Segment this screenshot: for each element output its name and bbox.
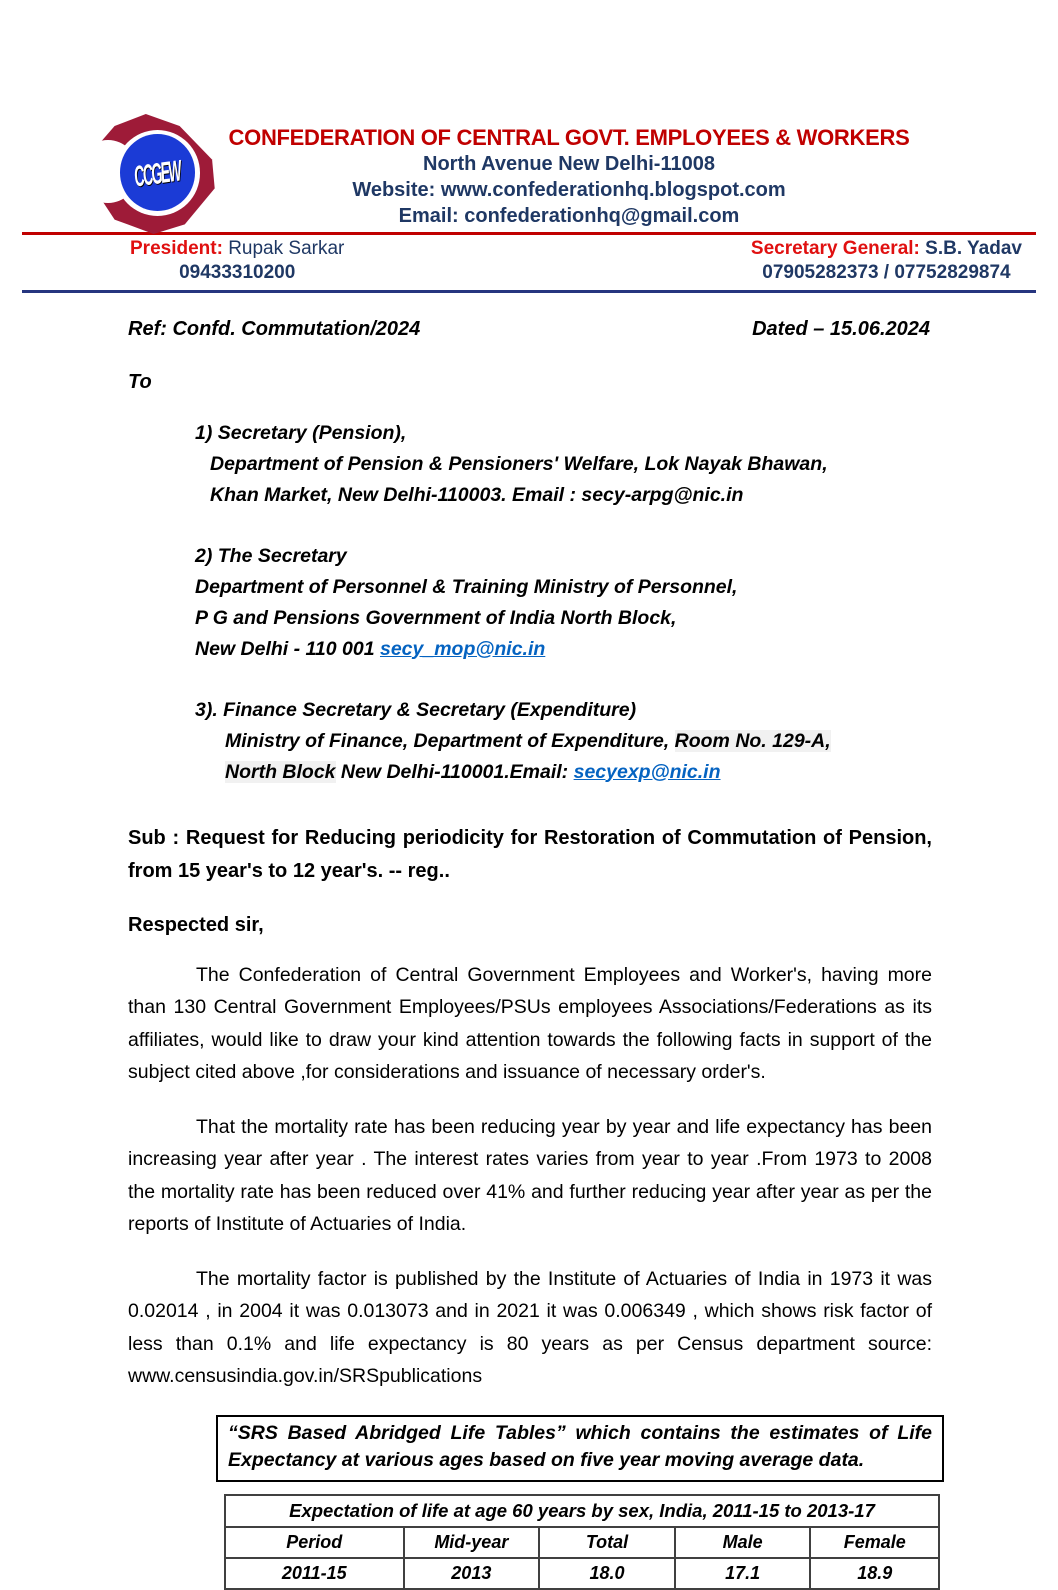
reference-number: Ref: Confd. Commutation/2024	[128, 317, 421, 340]
recipient-1	[195, 418, 938, 511]
column-header-period: Period	[225, 1527, 404, 1558]
president-label: President:	[130, 238, 223, 259]
recipient-3-title: 3). Finance Secretary & Secretary (Expenditure)	[195, 698, 637, 721]
secretary-general-line	[751, 237, 1022, 261]
recipient-3-city: New Delhi-110001.Email:	[335, 760, 574, 783]
table-title: Expectation of life at age 60 years by sex, India, 2011-15 to 2013-17	[225, 1495, 939, 1527]
secretary-general-name: S.B. Yadav	[919, 238, 1022, 259]
greeting: Respected sir,	[128, 913, 264, 936]
body-paragraph-2: That the mortality rate has been reducing year by year and life expectancy has been increasing year after year . The interest rates varies from year to year .From 1973 to 2008 the mortality rate has been reduced over 41% and further reducing year after year as per the reports of Institute of Actuaries of India.	[128, 1115, 932, 1235]
recipient-1-address-line: Department of Pension & Pensioners' Welfare, Lok Nayak Bhawan,	[210, 452, 828, 475]
recipient-2-address-line	[195, 634, 938, 665]
recipient-1-title: 1) Secretary (Pension),	[195, 421, 407, 444]
body-paragraph-1: The Confederation of Central Government Employees and Worker's, having more than 130 Central Government Employees/PSUs employees Associations/Federations as its affiliates, would like to draw your kind attention towards the following facts in support of the subject cited above ,for considerations and issuance of necessary order's.	[128, 963, 932, 1083]
recipient-3-block: North Block	[225, 760, 336, 783]
navy-divider-line	[22, 290, 1036, 293]
letter-date: Dated – 15.06.2024	[752, 317, 930, 340]
cell-male: 17.1	[675, 1558, 811, 1589]
recipient-2-address-line: P G and Pensions Government of India North Block,	[195, 606, 677, 629]
president-line	[130, 237, 344, 261]
logo-blue-disc	[120, 134, 195, 211]
body-paragraph-3: The mortality factor is published by the Institute of Actuaries of India in 1973 it was 0.02014 , in 2004 it was 0.013073 and in 2021 it was 0.006349 , which shows risk factor of less than 0.1% and life expectancy is 80 years as per Census department source: www.censusindia.gov.in/SRSpublications	[128, 1267, 932, 1387]
secretary-general-block	[751, 237, 1022, 285]
cell-midyear: 2013	[404, 1558, 540, 1589]
recipient-2	[195, 541, 938, 665]
life-expectancy-table	[224, 1494, 940, 1590]
recipient-3-address-line	[195, 726, 938, 757]
secretary-general-phone: 07905282373 / 07752829874	[762, 262, 1011, 283]
table-title-row	[225, 1495, 939, 1527]
subject-line: Sub : Request for Reducing periodicity for Restoration of Commutation of Pension, from 15 year's to 12 year's. -- reg..	[128, 826, 932, 882]
officers-row	[130, 237, 1022, 285]
column-header-male: Male	[675, 1527, 811, 1558]
letterhead	[180, 0, 958, 229]
organization-address: North Avenue New Delhi-11008	[423, 153, 715, 175]
organization-email: Email: confederationhq@gmail.com	[398, 205, 740, 227]
recipient-3-room: Room No. 129-A,	[674, 729, 831, 752]
cell-female: 18.9	[810, 1558, 939, 1589]
cell-period: 2011-15	[225, 1558, 404, 1589]
srs-note-box: “SRS Based Abridged Life Tables” which contains the estimates of Life Expectancy at various ages based on five year moving average data.	[216, 1415, 944, 1482]
column-header-midyear: Mid-year	[404, 1527, 540, 1558]
recipient-2-email-link[interactable]: secy_mop@nic.in	[379, 637, 546, 660]
recipient-3-ministry: Ministry of Finance, Department of Expenditure,	[225, 729, 675, 752]
column-header-total: Total	[539, 1527, 675, 1558]
president-phone: 09433310200	[179, 262, 296, 283]
president-block	[130, 237, 344, 285]
recipient-2-city: New Delhi - 110 001	[195, 637, 380, 660]
organization-logo	[86, 114, 216, 234]
organization-website: Website: www.confederationhq.blogspot.com	[352, 179, 786, 201]
to-label: To	[128, 370, 152, 393]
recipient-3-address-line	[195, 757, 938, 788]
table-header-row	[225, 1527, 939, 1558]
recipient-3	[195, 695, 938, 788]
recipient-2-title: 2) The Secretary	[195, 544, 347, 567]
table-row	[225, 1558, 939, 1589]
reference-row	[128, 318, 930, 341]
recipient-3-email-link[interactable]: secyexp@nic.in	[573, 760, 721, 783]
cell-total: 18.0	[539, 1558, 675, 1589]
logo-monogram: CCGEW	[132, 152, 183, 193]
recipient-1-address-line: Khan Market, New Delhi-110003. Email : secy-arpg@nic.in	[210, 483, 744, 506]
president-name: Rupak Sarkar	[222, 238, 345, 259]
column-header-female: Female	[810, 1527, 939, 1558]
organization-name: CONFEDERATION OF CENTRAL GOVT. EMPLOYEES & WORKERS	[228, 125, 910, 150]
recipient-2-address-line: Department of Personnel & Training Ministry of Personnel,	[195, 575, 738, 598]
secretary-general-label: Secretary General:	[750, 238, 920, 259]
